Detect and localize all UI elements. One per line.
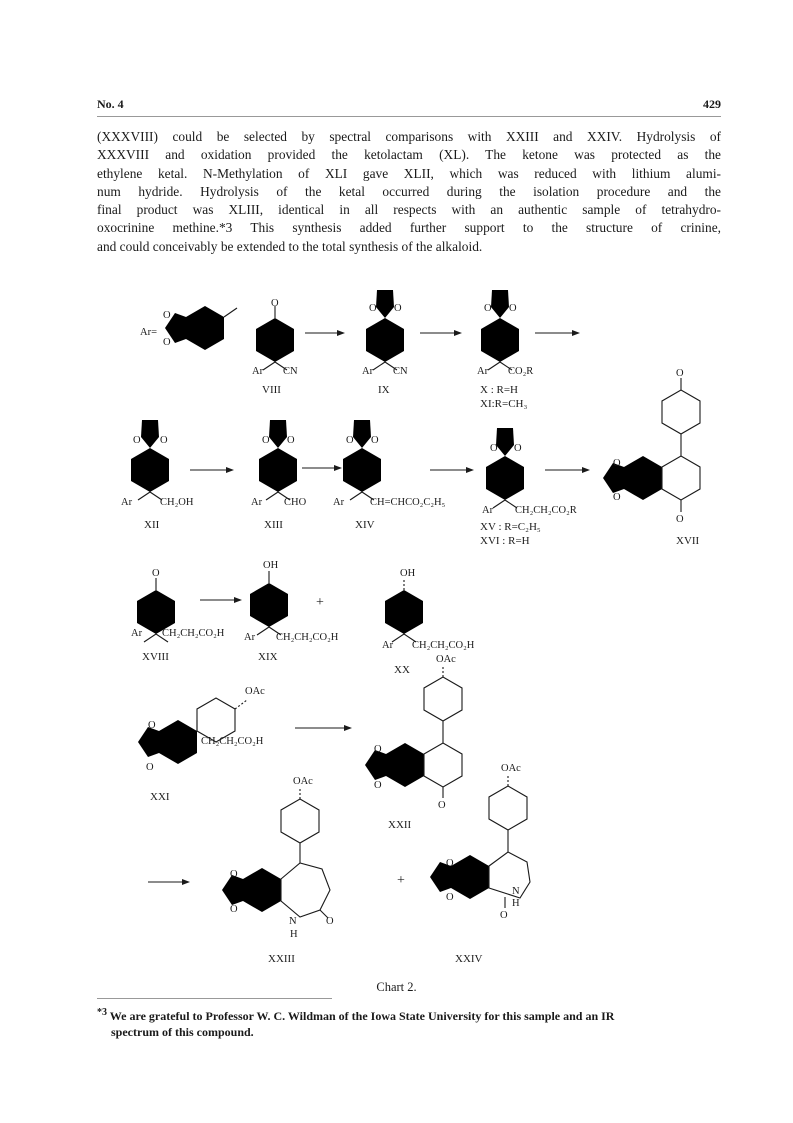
body-line: XXXVIII and oxidation provided the ketolactam (XL). The ketone was protected as the <box>97 147 721 163</box>
atom-o: O <box>271 298 279 309</box>
atom-o: O <box>262 435 270 446</box>
compound-label: XXIV <box>455 953 483 965</box>
atom-o: O <box>230 904 238 915</box>
molecule-xx <box>385 578 423 642</box>
atom-o: O <box>613 458 621 469</box>
atom-ar: Ar <box>251 497 263 508</box>
atom-o: O <box>326 916 334 927</box>
molecule-ix <box>366 290 404 370</box>
atom-n: N <box>289 916 297 927</box>
atom-o: O <box>287 435 295 446</box>
body-line: oxocrinine methine.*3 This synthesis added further support to the structure of crinine, <box>97 220 721 236</box>
reaction-arrow <box>295 725 352 731</box>
atom-oac: OAc <box>501 763 521 774</box>
substituent-cho: CHO <box>284 497 307 508</box>
atom-o: O <box>160 435 168 446</box>
atom-o: O <box>133 435 141 446</box>
atom-o: O <box>509 303 517 314</box>
atom-ar: Ar <box>131 628 143 639</box>
atom-oac: OAc <box>245 686 265 697</box>
atom-o: O <box>676 514 684 525</box>
atom-o: O <box>394 303 402 314</box>
atom-ar: Ar <box>121 497 133 508</box>
molecule-xv <box>486 428 524 508</box>
atom-o: O <box>500 910 508 921</box>
footnote-rule <box>97 998 332 999</box>
reaction-arrow <box>302 465 342 471</box>
atom-oac: OAc <box>293 776 313 787</box>
ar-benzodioxole <box>165 306 237 350</box>
compound-label: XXII <box>388 819 412 831</box>
body-line: (XXXVIII) could be selected by spectral comparisons with XXIII and XXIV. Hydrolysis of <box>97 129 721 144</box>
compound-label: XI:R=CH₃ <box>480 398 528 410</box>
substituent-ch2ch2co2r: CH₂CH₂CO₂R <box>515 505 577 516</box>
body-line: ethylene ketal. N-Methylation of XLI gave XLII, which was reduced with lithium alumi- <box>97 165 721 181</box>
reaction-arrow <box>535 330 580 336</box>
substituent-cn: CN <box>283 366 298 377</box>
body-line: num hydride. Hydrolysis of the ketal occurred during the isolation procedure and the <box>97 183 721 199</box>
atom-h: H <box>512 898 520 909</box>
atom-ar: Ar <box>244 632 256 643</box>
substituent-ch2oh: CH₂OH <box>160 497 194 508</box>
compound-label: XVII <box>676 535 700 547</box>
compound-label: IX <box>378 384 390 396</box>
atom-o: O <box>369 303 377 314</box>
reaction-arrow <box>420 330 462 336</box>
substituent-co2r: CO₂R <box>508 366 534 377</box>
atom-o: O <box>374 780 382 791</box>
atom-o: O <box>438 800 446 811</box>
atom-ar: Ar <box>482 505 494 516</box>
atom-o: O <box>676 368 684 379</box>
reaction-arrow <box>305 330 345 336</box>
footnote-line: We are grateful to Professor W. C. Wildman of the Iowa State University for this sample and an IR <box>109 1009 615 1023</box>
substituent-ch2ch2co2h: CH₂CH₂CO₂H <box>412 640 475 651</box>
substituent-ch2ch2co2h: CH₂CH₂CO₂H <box>276 632 339 643</box>
journal-issue: No. 4 <box>97 97 124 111</box>
atom-o: O <box>148 720 156 731</box>
atom-o: O <box>514 443 522 454</box>
compound-label: XIV <box>355 519 375 531</box>
molecule-viii <box>256 306 294 370</box>
compound-label: XII <box>144 519 160 531</box>
atom-o: O <box>346 435 354 446</box>
reaction-arrow <box>148 879 190 885</box>
atom-oh: OH <box>263 560 279 571</box>
atom-o: O <box>371 435 379 446</box>
molecule-xii <box>131 420 169 500</box>
substituent-ch2ch2co2h: CH₂CH₂CO₂H <box>162 628 225 639</box>
atom-o: O <box>446 892 454 903</box>
chart-caption: Chart 2. <box>376 980 417 994</box>
atom-o: O <box>613 492 621 503</box>
page-number: 429 <box>703 97 721 111</box>
reaction-arrow <box>430 467 474 473</box>
compound-label: X : R=H <box>480 384 518 396</box>
reaction-arrow <box>545 467 590 473</box>
substituent-cn: CN <box>393 366 408 377</box>
atom-ar: Ar <box>333 497 345 508</box>
atom-n: N <box>512 886 520 897</box>
substituent-ch2ch2co2h: CH₂CH₂CO₂H <box>201 736 264 747</box>
atom-o: O <box>163 337 171 348</box>
compound-label: XXI <box>150 791 170 803</box>
ar-definition-label: Ar= <box>140 327 158 338</box>
atom-ar: Ar <box>382 640 394 651</box>
atom-o: O <box>163 310 171 321</box>
molecule-xxiii <box>222 788 330 918</box>
atom-o: O <box>374 744 382 755</box>
plus-sign: + <box>316 595 324 610</box>
molecule-xxi <box>138 698 247 764</box>
atom-oac: OAc <box>436 654 456 665</box>
molecule-xiv <box>343 420 381 500</box>
body-line: and could conceivably be extended to the total synthesis of the alkaloid. <box>97 238 483 254</box>
compound-label: XIX <box>258 651 278 663</box>
atom-ar: Ar <box>362 366 374 377</box>
compound-label: VIII <box>262 384 281 396</box>
footnote-mark: *3 <box>97 1007 107 1018</box>
atom-o: O <box>230 869 238 880</box>
substituent-ch-chco2c2h5: CH=CHCO₂C₂H₅ <box>370 497 446 508</box>
footnote-line: spectrum of this compound. <box>111 1025 254 1039</box>
atom-o: O <box>446 858 454 869</box>
atom-oh: OH <box>400 568 416 579</box>
molecule-x <box>481 290 519 370</box>
molecule-xxii <box>365 665 462 798</box>
atom-h: H <box>290 929 298 940</box>
compound-label: XXIII <box>268 953 295 965</box>
reaction-arrow <box>190 467 234 473</box>
compound-label: XVI : R=H <box>480 535 530 547</box>
plus-sign: + <box>397 873 405 888</box>
body-line: final product was XLIII, identical in all respects with an authentic sample of tetrahydro- <box>97 202 721 218</box>
compound-label: XIII <box>264 519 283 531</box>
reaction-arrow <box>200 597 242 603</box>
atom-ar: Ar <box>477 366 489 377</box>
compound-label: XVIII <box>142 651 169 663</box>
compound-label: XV : R=C₂H₅ <box>480 521 541 533</box>
footnote <box>97 1005 721 1040</box>
molecule-xiii <box>259 420 297 500</box>
atom-o: O <box>152 568 160 579</box>
atom-o: O <box>490 443 498 454</box>
compound-label: XX <box>394 664 410 676</box>
molecule-xix <box>250 571 288 635</box>
atom-ar: Ar <box>252 366 264 377</box>
atom-o: O <box>146 762 154 773</box>
atom-o: O <box>484 303 492 314</box>
